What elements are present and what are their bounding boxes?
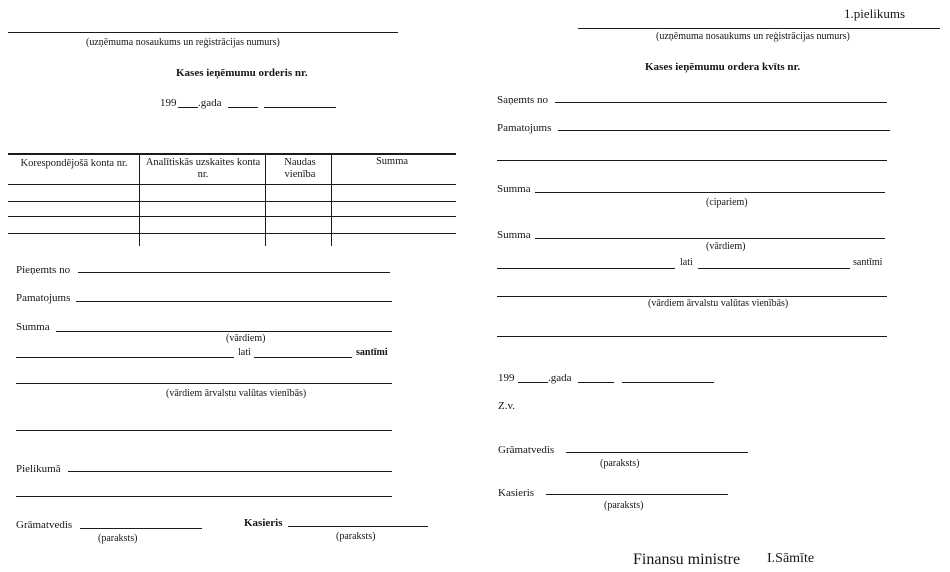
slip-title: Kases ieņēmumu ordera kvīts nr. [645,61,801,73]
stamp-label: Z.v. [498,400,516,412]
foreign-currency-caption: (vārdiem ārvalstu valūtas vienībās) [166,388,307,399]
col-header-analytic-account: Analītiskās uzskaites konta nr. [145,157,261,180]
attachment-line [68,471,392,472]
cashier-label: Kasieris [498,487,535,499]
col-header-sum: Summa [375,156,409,167]
cashier-signature-caption: (paraksts) [604,500,644,511]
santimi-label: santīmi [356,347,388,358]
order-title: Kases ieņēmumu orderis nr. [176,67,308,79]
amount-words-label: Summa [497,229,531,241]
santimi-label: santīmi [853,257,883,268]
amount-line [56,331,392,332]
cashier-signature-caption: (paraksts) [336,531,376,542]
lati-label: lati [680,257,693,268]
company-caption: (uzņēmuma nosaukums un reģistrācijas numurs) [656,31,850,42]
received-from-line [78,272,390,273]
minister-title: Finansu ministre [633,551,741,568]
foreign-currency-caption: (vārdiem ārvalstu valūtas vienībās) [648,298,789,309]
accountant-signature-caption: (paraksts) [600,458,640,469]
received-from-line [555,102,887,103]
amount-digits-label: Summa [497,183,531,195]
digits-caption: (cipariem) [706,197,748,208]
accountant-label: Grāmatvedis [16,519,73,531]
reason-label: Pamatojums [497,122,552,134]
company-line [578,28,940,29]
amount-words-line [535,238,885,239]
attachment-label: 1.pielikums [844,6,906,21]
received-from-label: Pieņemts no [16,264,71,276]
amount-label: Summa [16,321,50,333]
attachment-label-field: Pielikumā [16,463,61,475]
minister-name: I.Sāmīte [767,551,815,566]
words-caption: (vārdiem) [226,333,266,344]
lati-label: lati [238,347,251,358]
col-header-currency: Naudas vienība [284,157,316,180]
accountant-label: Grāmatvedis [498,444,555,456]
received-from-label: Saņemts no [497,94,549,106]
accountant-signature-line [80,528,202,529]
cashier-signature-line [288,526,428,527]
reason-line [558,130,890,131]
reason-label: Pamatojums [16,292,71,304]
words-caption: (vārdiem) [706,241,746,252]
company-caption: (uzņēmuma nosaukums un reģistrācijas numurs) [86,37,280,48]
cashier-label: Kasieris [244,517,283,529]
amount-digits-line [535,192,885,193]
accountant-signature-line [566,452,748,453]
reason-line [76,301,392,302]
accountant-signature-caption: (paraksts) [98,533,138,544]
company-line [8,32,398,33]
col-header-corresponding-account: Korespondējošā konta nr. [20,158,128,169]
cashier-signature-line [546,494,728,495]
